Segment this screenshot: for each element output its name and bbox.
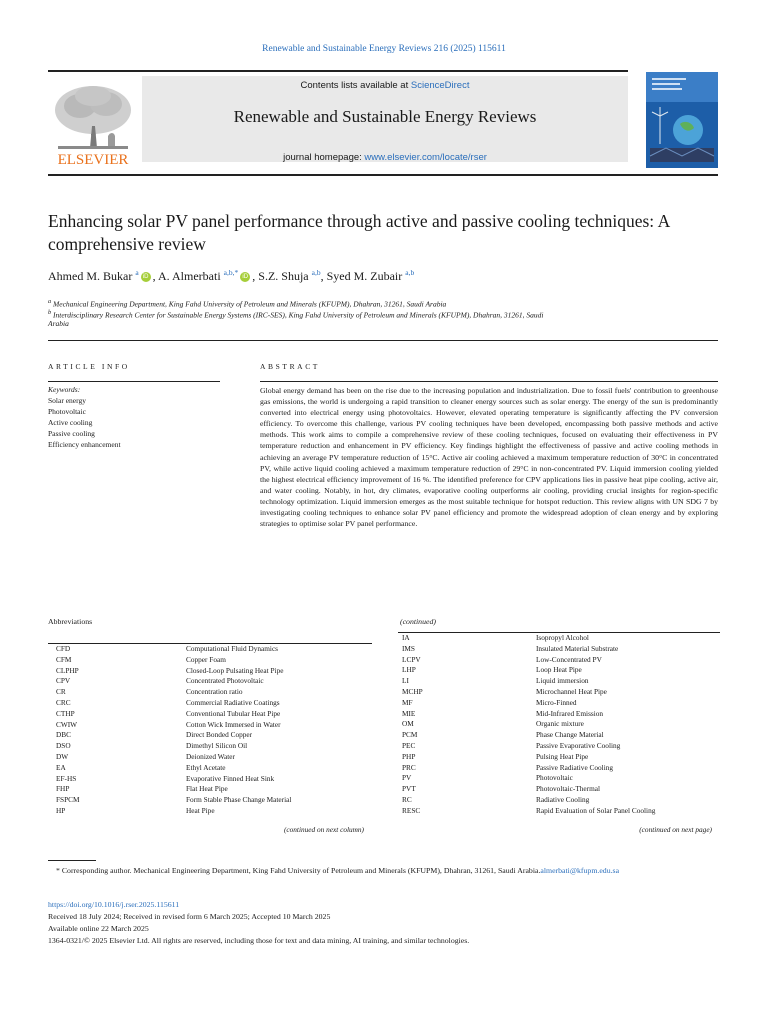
- received-dates: Received 18 July 2024; Received in revised form 6 March 2025; Accepted 10 March 2025: [48, 912, 331, 921]
- table-row: [398, 644, 720, 655]
- table-row: [48, 806, 372, 817]
- abbreviation-definition: Ethyl Acetate: [186, 762, 226, 772]
- abbreviation-code: PVT: [402, 784, 416, 794]
- affiliation-marker[interactable]: a,b,*: [223, 268, 239, 277]
- author-email-link[interactable]: almerbati@kfupm.edu.sa: [540, 866, 620, 875]
- table-row: [398, 665, 720, 676]
- journal-cover-thumbnail[interactable]: [646, 72, 718, 168]
- table-row: [48, 741, 372, 752]
- abbreviation-code: PV: [402, 773, 412, 783]
- footnote-text: * Corresponding author. Mechanical Engineering Department, King Fahd University of Petroleum and Minerals (KFUPM), Dhahran, 31261, Saudi Arabia.: [56, 866, 541, 875]
- abbreviation-code: RESC: [402, 805, 421, 815]
- abbreviation-code: MF: [402, 697, 413, 707]
- abbreviation-definition: Deionized Water: [186, 751, 235, 761]
- table-row: [48, 698, 372, 709]
- sciencedirect-link[interactable]: ScienceDirect: [410, 80, 470, 91]
- abbreviation-definition: Loop Heat Pipe: [536, 665, 582, 675]
- keyword: Solar energy: [48, 396, 86, 405]
- abbreviation-code: CFM: [56, 654, 72, 664]
- table-row: [398, 795, 720, 806]
- abbreviation-code: EA: [56, 762, 66, 772]
- author-name[interactable]: S.Z. Shuja: [258, 269, 309, 283]
- affiliation-b-continued: Arabia: [48, 319, 69, 328]
- table-row: [398, 655, 720, 666]
- abbreviation-definition: Heat Pipe: [186, 805, 215, 815]
- table-row: [398, 806, 720, 817]
- table-row: [398, 752, 720, 763]
- contents-prefix: Contents lists available at: [300, 80, 411, 91]
- continued-next-page: (continued on next page): [639, 825, 712, 834]
- abbreviation-definition: Mid-Infrared Emission: [536, 708, 604, 718]
- homepage-prefix: journal homepage:: [283, 152, 365, 163]
- table-row: [398, 741, 720, 752]
- affiliation-marker[interactable]: a,b: [405, 268, 415, 277]
- abbreviation-definition: Passive Evaporative Cooling: [536, 740, 621, 750]
- corresponding-author-footnote: [48, 865, 720, 877]
- elsevier-logo[interactable]: [48, 76, 138, 168]
- abbreviation-definition: Photovoltaic: [536, 773, 573, 783]
- keywords-label: Keywords:: [48, 385, 81, 394]
- abbreviation-code: IA: [402, 633, 410, 642]
- table-row: [48, 676, 372, 687]
- section-rule: [48, 340, 718, 341]
- abbreviation-code: CTHP: [56, 708, 75, 718]
- abbreviation-definition: Flat Heat Pipe: [186, 784, 228, 794]
- header-rule-top: [48, 70, 628, 72]
- table-row: [398, 709, 720, 720]
- orcid-icon[interactable]: iD: [141, 272, 151, 282]
- abbreviation-definition: Concentrated Photovoltaic: [186, 676, 264, 686]
- abbreviation-definition: Commercial Radiative Coatings: [186, 697, 280, 707]
- abbreviation-definition: Pulsing Heat Pipe: [536, 751, 589, 761]
- abbreviation-definition: Direct Bonded Copper: [186, 730, 253, 740]
- affiliation-marker[interactable]: a: [135, 268, 139, 277]
- header-rule-bottom: [48, 174, 718, 176]
- abbreviations-table-left: [48, 644, 372, 817]
- abbreviation-code: PEC: [402, 740, 416, 750]
- abbreviation-definition: Radiative Cooling: [536, 794, 590, 804]
- abbreviation-definition: Closed-Loop Pulsating Heat Pipe: [186, 665, 284, 675]
- table-row: [398, 687, 720, 698]
- available-online: Available online 22 March 2025: [48, 924, 149, 933]
- abbreviation-code: LI: [402, 676, 409, 686]
- homepage-line: [142, 152, 628, 163]
- abbreviation-code: PRC: [402, 762, 416, 772]
- abbreviation-code: LHP: [402, 665, 416, 675]
- abbreviation-code: CWIW: [56, 719, 78, 729]
- abbreviation-definition: Liquid immersion: [536, 676, 589, 686]
- contents-line: [142, 80, 628, 91]
- abbreviation-definition: Organic mixture: [536, 719, 584, 729]
- table-row: [398, 784, 720, 795]
- abbreviation-code: CR: [56, 687, 66, 697]
- continued-next-column: (continued on next column): [283, 825, 364, 834]
- abbreviations-continued-heading: (continued): [400, 617, 436, 626]
- abbreviation-definition: Conventional Tubular Heat Pipe: [186, 708, 281, 718]
- abbreviations-table-right: [398, 633, 720, 817]
- affiliation-mark: a: [48, 298, 52, 305]
- abbreviation-code: EF-HS: [56, 773, 77, 783]
- table-row: [398, 763, 720, 774]
- abbreviation-code: DSO: [56, 741, 71, 751]
- journal-homepage-link[interactable]: www.elsevier.com/locate/rser: [364, 152, 487, 163]
- abbreviation-definition: Cotton Wick Immersed in Water: [186, 719, 281, 729]
- author-name[interactable]: Syed M. Zubair: [326, 269, 403, 283]
- journal-citation[interactable]: Renewable and Sustainable Energy Reviews 216 (2025) 115611: [262, 44, 506, 54]
- abbreviation-code: OM: [402, 719, 414, 729]
- table-row: [48, 730, 372, 741]
- article-info-rule: [48, 381, 220, 382]
- abbreviation-definition: Phase Change Material: [536, 730, 604, 740]
- abbreviation-definition: Concentration ratio: [186, 687, 243, 697]
- abbreviation-code: DW: [56, 751, 69, 761]
- abbreviation-code: CFD: [56, 644, 71, 653]
- abbreviation-code: FSPCM: [56, 795, 80, 805]
- table-row: [398, 676, 720, 687]
- abbreviation-definition: Micro-Finned: [536, 697, 577, 707]
- abbreviation-code: MIE: [402, 708, 416, 718]
- table-row: [48, 655, 372, 666]
- elsevier-wordmark: ELSEVIER: [57, 152, 129, 168]
- table-row: [398, 730, 720, 741]
- journal-title: Renewable and Sustainable Energy Reviews: [233, 107, 537, 126]
- table-row: [398, 719, 720, 730]
- abbreviation-definition: Insulated Material Substrate: [536, 643, 619, 653]
- article-info-heading: ARTICLE INFO: [48, 362, 130, 371]
- table-row: [398, 698, 720, 709]
- doi-link[interactable]: https://doi.org/10.1016/j.rser.2025.115611: [48, 900, 180, 909]
- table-row: [48, 709, 372, 720]
- author-name[interactable]: Ahmed M. Bukar: [48, 269, 133, 283]
- abbreviation-code: PCM: [402, 730, 418, 740]
- table-row: [48, 752, 372, 763]
- abstract-heading: ABSTRACT: [260, 362, 320, 371]
- table-row: [398, 633, 720, 644]
- abbreviation-code: DBC: [56, 730, 72, 740]
- abbreviation-definition: Computational Fluid Dynamics: [186, 644, 279, 653]
- abbreviation-code: HP: [56, 805, 66, 815]
- abbreviation-definition: Dimethyl Silicon Oil: [186, 741, 248, 751]
- affiliation-marker[interactable]: a,b: [311, 268, 321, 277]
- abbreviation-definition: Copper Foam: [186, 654, 226, 664]
- table-row: [48, 687, 372, 698]
- abbreviation-definition: Isopropyl Alcohol: [536, 633, 589, 642]
- table-row: [48, 720, 372, 731]
- article-title: Enhancing solar PV panel performance through active and passive cooling techniques: A comprehensive review: [48, 211, 670, 254]
- author-name[interactable]: A. Almerbati: [158, 269, 221, 283]
- keyword: Active cooling: [48, 418, 93, 427]
- table-row: [48, 763, 372, 774]
- affiliation-text: Mechanical Engineering Department, King Fahd University of Petroleum and Minerals (KFUPM), Dhahran, 31261, Saudi Arabia: [53, 299, 447, 309]
- table-row: [48, 644, 372, 655]
- abbreviations-heading: Abbreviations: [48, 617, 93, 626]
- abbreviation-definition: Form Stable Phase Change Material: [186, 795, 292, 805]
- keyword: Efficiency enhancement: [48, 440, 121, 449]
- abbreviation-code: LCPV: [402, 654, 421, 664]
- abbreviation-code: CRC: [56, 697, 71, 707]
- abbreviation-code: PHP: [402, 751, 416, 761]
- table-row: [398, 773, 720, 784]
- abbreviation-definition: Microchannel Heat Pipe: [536, 686, 607, 696]
- orcid-icon[interactable]: iD: [240, 272, 250, 282]
- keyword: Passive cooling: [48, 429, 95, 438]
- abbreviation-definition: Passive Radiative Cooling: [536, 762, 614, 772]
- abbreviation-code: CPV: [56, 676, 71, 686]
- abbreviation-code: IMS: [402, 643, 415, 653]
- table-row: [48, 784, 372, 795]
- abbreviation-code: FHP: [56, 784, 70, 794]
- copyright: 1364-0321/© 2025 Elsevier Ltd. All rights are reserved, including those for text and data mining, AI training, and similar technologies.: [48, 936, 470, 945]
- abbreviation-definition: Rapid Evaluation of Solar Panel Cooling: [536, 805, 656, 815]
- footnote-rule: [48, 860, 96, 861]
- abbreviation-code: RC: [402, 794, 412, 804]
- abbreviation-code: MCHP: [402, 686, 423, 696]
- abbreviation-definition: Evaporative Finned Heat Sink: [186, 773, 275, 783]
- table-row: [48, 666, 372, 677]
- abstract-text: Global energy demand has been on the rise due to the increasing population and industrialization. Due to fossil fuels' contribution to greenhouse gas emissions, the world is undergoing a rapid transition to cleaner energy sources such as solar energy. The energy of the sun is predominantly converted into electrical energy using photovoltaics. However, elevated operating temperature is significantly affecting the PV conversion efficiency. To overcome this challenge, various PV cooling techniques have been developed, encompassing both passive methods and active methods. This work aims to compile a comprehensive review of these cooling techniques, focused on evaluating their effectiveness in PV temperature reduction and enhancement in PV efficiency. Key findings highlight the effectiveness of passive and active cooling methods in achieving an average PV temperature reduction of 15°C. Active air cooling achieved a maximum temperature reduction of 30°C in concentrated PV, while active liquid cooling achieved a maximum temperature reduction of 29°C in non-concentrated PV. Liquid immersion cooling yielded the highest electrical efficiency improvement of 16 %. The identified preference for CPV applications lies in passive heat pipe cooling, active air, and water cooling. Notably, in hot, dry climates, evaporative cooling outperforms air cooling, providing crucial insights for region-specific technology optimization. Liquid immersion emerges as the most suitable technique for hotspot reduction. This review aligns with UN SDG 7 by investigating cooling techniques to enhance solar PV panel efficiency and promote the widespread adoption of clean energy and by exploring strategies to optimise solar PV panel performance.: [260, 386, 718, 529]
- table-row: [48, 795, 372, 806]
- affiliation-text: Interdisciplinary Research Center for Sustainable Energy Systems (IRC-SES), King Fahd University of Petroleum and Minerals (KFUPM), Dhahran, 31261, Saudi: [53, 310, 544, 320]
- affiliation-mark: b: [48, 309, 52, 316]
- author-list: Ahmed M. Bukar $^a$iD , A. Almerbati $^{a,b,*}$iD , S.Z. Shuja $^{a,b}$, Syed M. Zubair $^{a,b}$: [48, 268, 415, 283]
- abstract-rule: [260, 381, 718, 382]
- abbreviation-definition: Photovoltaic-Thermal: [536, 784, 601, 794]
- keyword: Photovoltaic: [48, 407, 86, 416]
- abbreviation-code: CLPHP: [56, 665, 79, 675]
- abbreviation-definition: Low-Concentrated PV: [536, 654, 602, 664]
- table-row: [48, 774, 372, 785]
